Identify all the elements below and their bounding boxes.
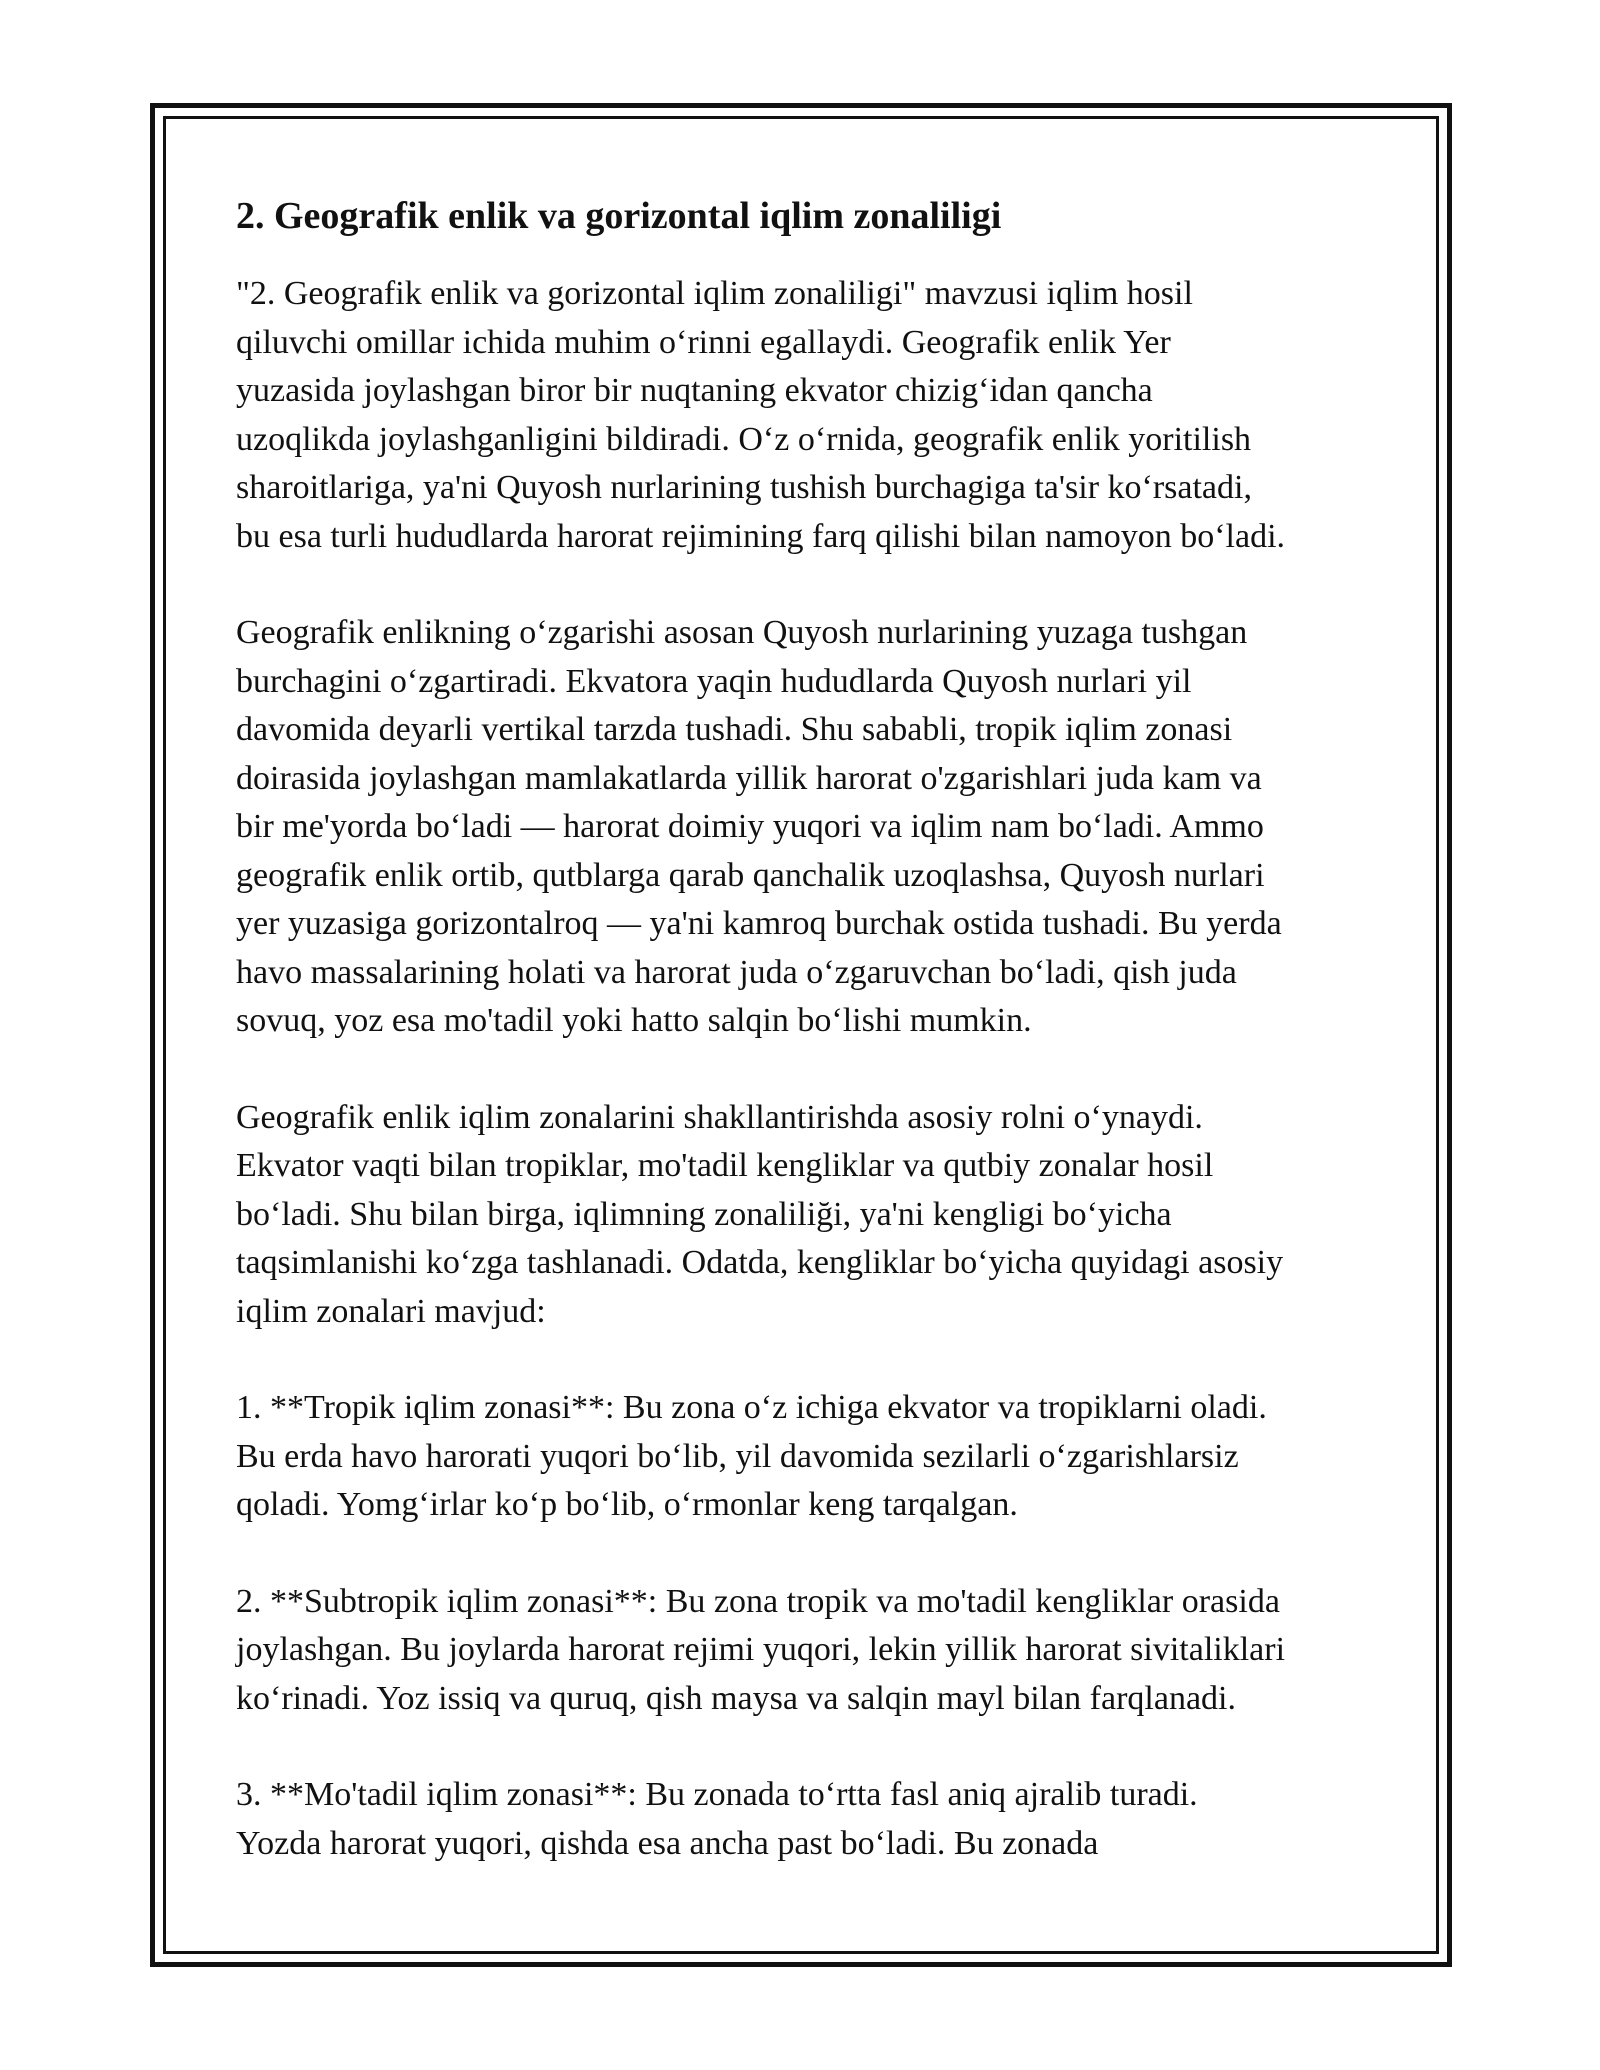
list-item-tropical: 1. **Tropik iqlim zonasi**: Bu zona o‘z ichiga ekvator va tropiklarni oladi. Bu erda havo harorati yuqori bo‘lib, yil davomida sezilarli o‘zgarishlarsiz qoladi. Yomg‘irlar ko‘p bo‘lib, o‘rmonlar keng tarqalgan. bbox=[236, 1389, 1267, 1523]
section-title: 2. Geografik enlik va gorizontal iqlim zonaliligi bbox=[236, 195, 1002, 237]
document-body bbox=[236, 188, 1376, 1916]
list-item-temperate: 3. **Mo'tadil iqlim zonasi**: Bu zonada to‘rtta fasl aniq ajralib turadi. Yozda harorat yuqori, qishda esa ancha past bo‘ladi. Bu zonada bbox=[236, 1776, 1198, 1862]
list-item-subtropical: 2. **Subtropik iqlim zonasi**: Bu zona tropik va mo'tadil kengliklar orasida joylashgan. Bu joylarda harorat rejimi yuqori, lekin yillik harorat sivitaliklari ko‘rinadi. Yoz issiq va quruq, qish maysa va salqin mayl bilan farqlanadi. bbox=[236, 1582, 1286, 1717]
paragraph-intro: "2. Geografik enlik va gorizontal iqlim zonaliligi" mavzusi iqlim hosil qiluvchi omillar ichida muhim o‘rinni egallaydi. Geografik enlik Yer yuzasida joylashgan biror bir nuqtaning ekvator chizig‘idan qancha uzoqlikda joylashganligini bildiradi. O‘z o‘rnida, geografik enlik yoritilish sharoitlariga, ya'ni Quyosh nurlarining tushish burchagiga ta'sir ko‘rsatadi, bu esa turli hududlarda harorat rejimining farq qilishi bilan namoyon bo‘ladi. bbox=[236, 275, 1286, 555]
paragraph-latitude-change: Geografik enlikning o‘zgarishi asosan Quyosh nurlarining yuzaga tushgan burchagini o‘zgartiradi. Ekvatora yaqin hududlarda Quyosh nurlari yil davomida deyarli vertikal tarzda tushadi. Shu sababli, tropik iqlim zonasi doirasida joylashgan mamlakatlarda yillik harorat o'zgarishlari juda kam va bir me'yorda bo‘ladi — harorat doimiy yuqori va iqlim nam bo‘ladi. Ammo geografik enlik ortib, qutblarga qarab qanchalik uzoqlashsa, Quyosh nurlari yer yuzasiga gorizontalroq — ya'ni kamroq burchak ostida tushadi. Bu yerda havo massalarining holati va harorat juda o‘zgaruvchan bo‘ladi, qish juda sovuq, yoz esa mo'tadil yoki hatto salqin bo‘lishi mumkin. bbox=[236, 614, 1282, 1039]
paragraph-climate-zones: Geografik enlik iqlim zonalarini shakllantirishda asosiy rolni o‘ynaydi. Ekvator vaqti bilan tropiklar, mo'tadil kengliklar va qutbiy zonalar hosil bo‘ladi. Shu bilan birga, iqlimning zonaliliği, ya'ni kengligi bo‘yicha taqsimlanishi ko‘zga tashlanadi. Odatda, kengliklar bo‘yicha quyidagi asosiy iqlim zonalari mavjud: bbox=[236, 1098, 1284, 1330]
